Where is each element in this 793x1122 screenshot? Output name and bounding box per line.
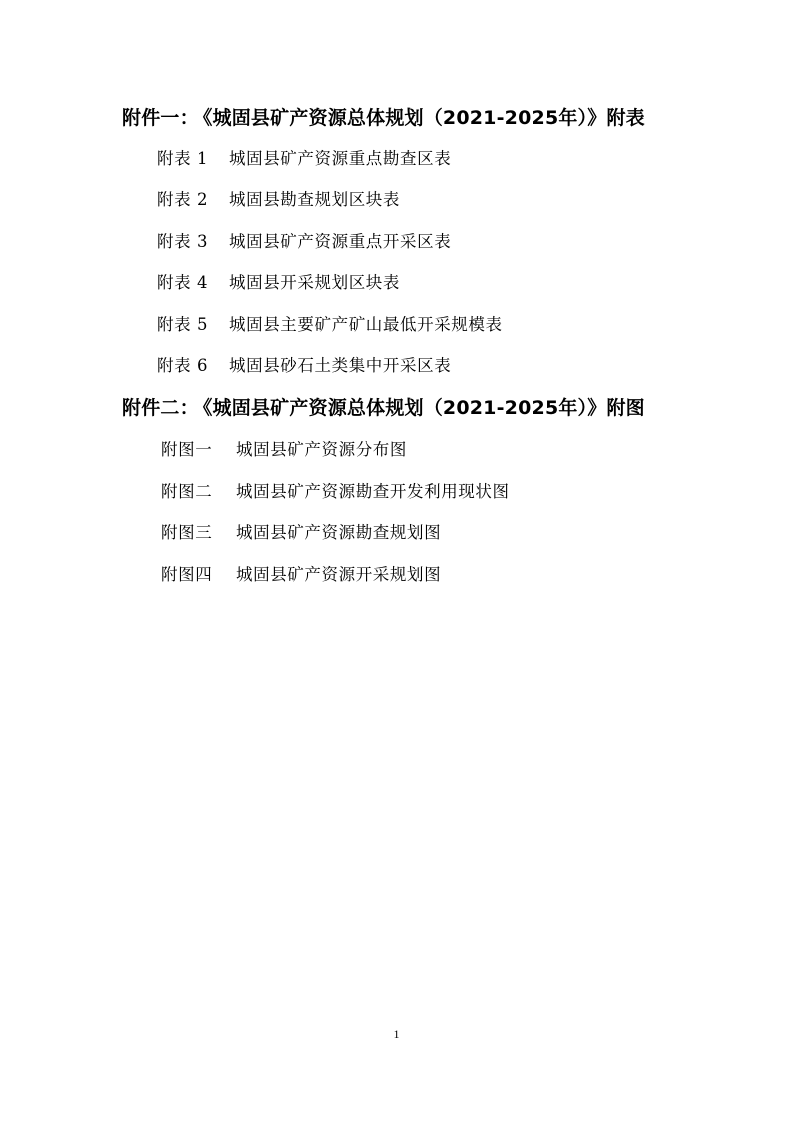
appendix-1-label: 附件一：	[122, 107, 199, 129]
item-number: 附表 3	[157, 232, 209, 251]
item-number: 附表 4	[157, 273, 209, 292]
item-title: 城固县矿产资源勘查规划图	[236, 523, 442, 542]
item-number: 附图三	[161, 523, 213, 542]
appendix-figure-item	[161, 481, 510, 503]
appendix-table-item	[157, 355, 451, 377]
item-title: 城固县矿产资源分布图	[236, 440, 407, 459]
appendix-1-heading	[122, 106, 645, 130]
item-title: 城固县矿产资源重点勘查区表	[229, 149, 452, 168]
item-number: 附图二	[161, 482, 213, 501]
item-number: 附表 5	[157, 315, 209, 334]
appendix-2-title: 《城固县矿产资源总体规划（2021-2025年）》附图	[202, 397, 645, 419]
item-title: 城固县开采规划区块表	[229, 273, 400, 292]
appendix-table-item	[157, 231, 451, 253]
appendix-1-title: 《城固县矿产资源总体规划（2021-2025年）》附表	[202, 107, 645, 129]
item-title: 城固县砂石土类集中开采区表	[229, 356, 452, 375]
item-title: 城固县主要矿产矿山最低开采规模表	[229, 315, 503, 334]
item-number: 附图一	[161, 440, 213, 459]
appendix-figure-item	[161, 522, 441, 544]
appendix-table-item	[157, 272, 400, 294]
appendix-2-heading	[122, 396, 645, 420]
appendix-table-item	[157, 314, 503, 336]
appendix-figure-item	[161, 564, 441, 586]
appendix-2-label: 附件二：	[122, 397, 199, 419]
item-number: 附图四	[161, 565, 213, 584]
item-number: 附表 6	[157, 356, 209, 375]
appendix-table-item	[157, 148, 451, 170]
item-title: 城固县勘查规划区块表	[229, 190, 400, 209]
appendix-table-item	[157, 189, 400, 211]
item-title: 城固县矿产资源勘查开发利用现状图	[236, 482, 510, 501]
item-number: 附表 1	[157, 149, 209, 168]
item-number: 附表 2	[157, 190, 209, 209]
page-number: 1	[393, 1027, 400, 1041]
appendix-figure-item	[161, 439, 407, 461]
item-title: 城固县矿产资源开采规划图	[236, 565, 442, 584]
item-title: 城固县矿产资源重点开采区表	[229, 232, 452, 251]
